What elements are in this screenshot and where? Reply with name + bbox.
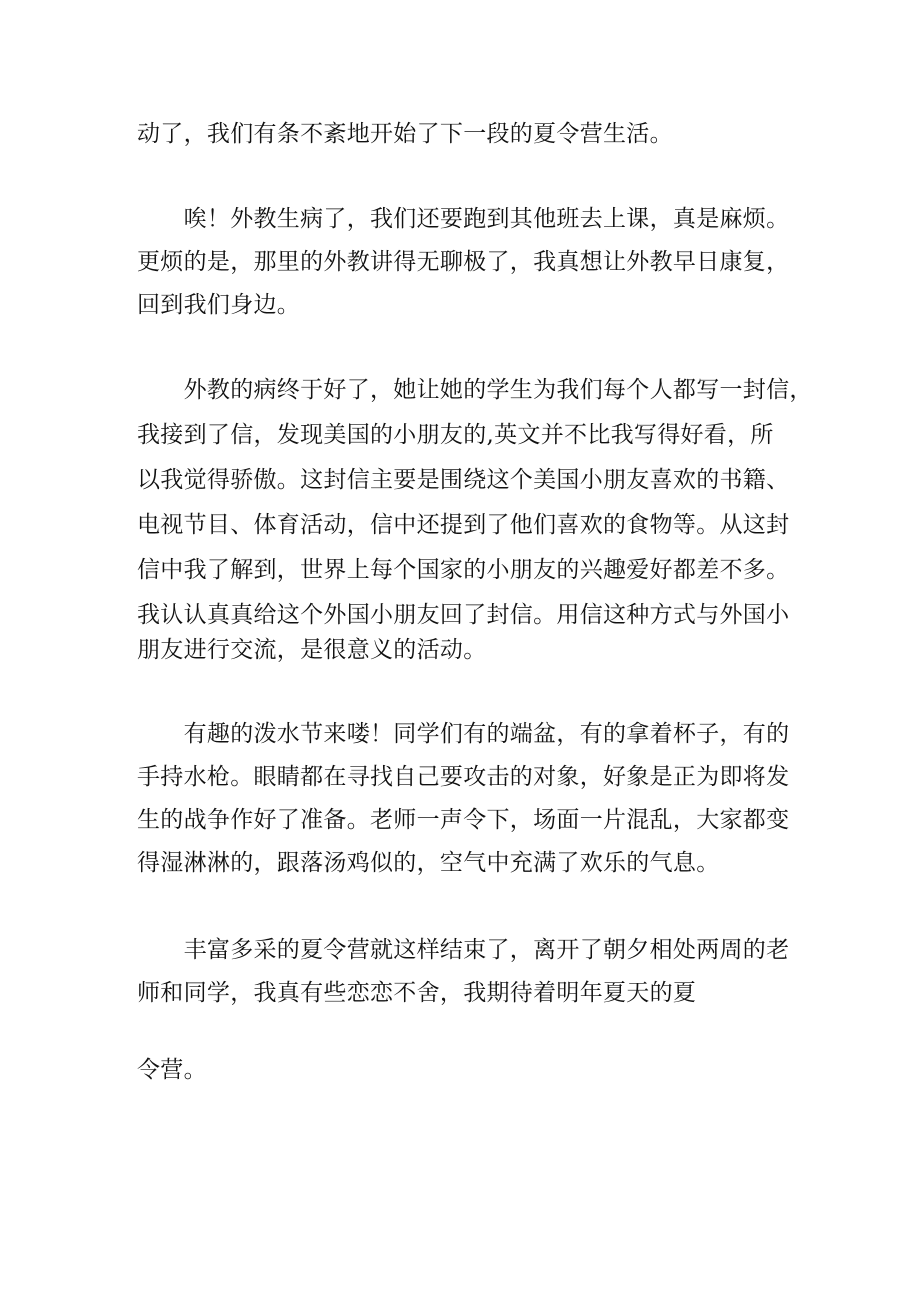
text-line: 更烦的是，那里的外教讲得无聊极了，我真想让外教早日康复， (137, 249, 790, 275)
text-line: 有趣的泼水节来喽！同学们有的端盆，有的拿着杯子，有的 (137, 721, 790, 747)
text-line: 手持水枪。眼睛都在寻找自己要攻击的对象，好象是正为即将发 (137, 764, 790, 790)
text-line: 外教的病终于好了，她让她的学生为我们每个人都写一封信， (137, 377, 813, 403)
text-line: 回到我们身边。 (137, 292, 301, 318)
text-line: 唉！外教生病了，我们还要跑到其他班去上课，真是麻烦。 (137, 206, 790, 232)
text-line: 生的战争作好了准备。老师一声令下，场面一片混乱，大家都变 (137, 807, 790, 833)
text-line: 师和同学，我真有些恋恋不舍，我期待着明年夏天的夏 (137, 980, 697, 1006)
text-line: 电视节目、体育活动，信中还提到了他们喜欢的食物等。从这封 (137, 512, 790, 538)
text-line: 令营。 (137, 1057, 207, 1083)
text-line: 丰富多采的夏令营就这样结束了，离开了朝夕相处两周的老 (137, 937, 790, 963)
text-line: 我接到了信，发现美国的小朋友的,英文并不比我写得好看，所 (137, 422, 774, 448)
text-line: 得湿淋淋的，跟落汤鸡似的，空气中充满了欢乐的气息。 (137, 850, 720, 876)
text-line: 以我觉得骄傲。这封信主要是围绕这个美国小朋友喜欢的书籍、 (137, 467, 790, 493)
text-line: 信中我了解到，世界上每个国家的小朋友的兴趣爱好都差不多。 (137, 557, 790, 583)
text-line: 我认认真真给这个外国小朋友回了封信。用信这种方式与外国小 (137, 602, 790, 628)
text-line: 动了，我们有条不紊地开始了下一段的夏令营生活。 (137, 121, 673, 147)
text-line: 朋友进行交流，是很意义的活动。 (137, 637, 487, 663)
